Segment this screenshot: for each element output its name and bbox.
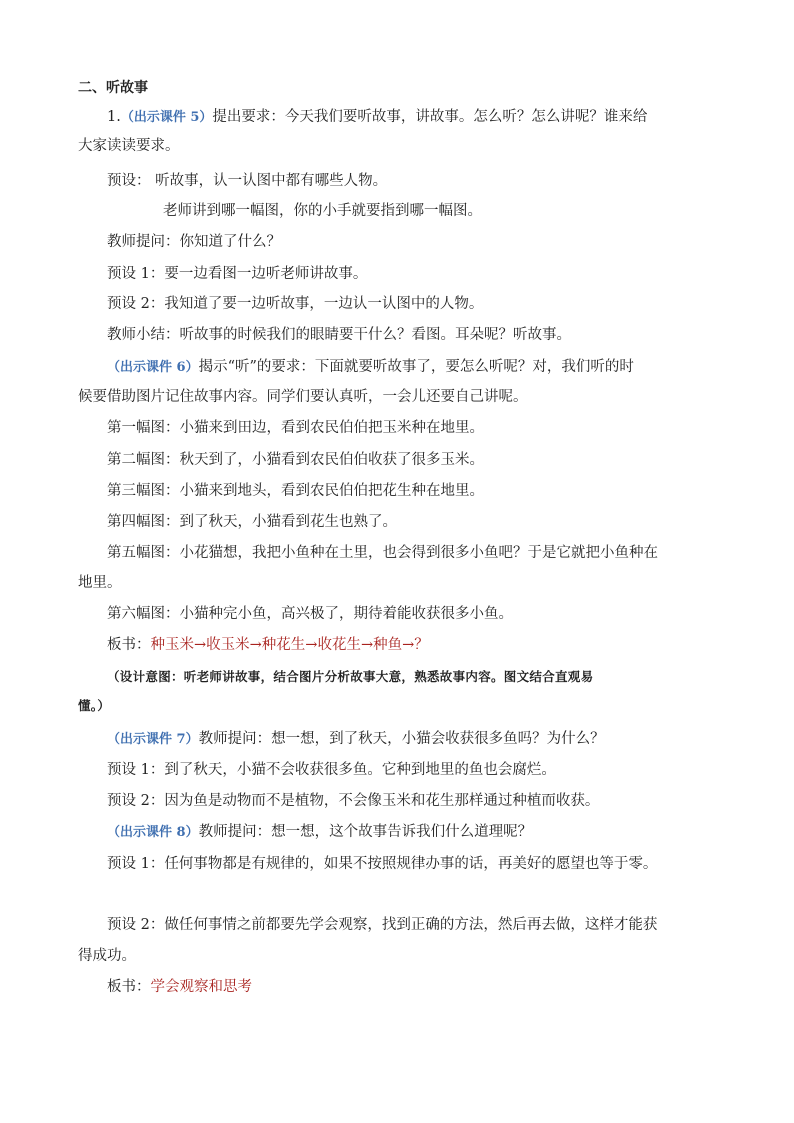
paragraph-line (107, 729, 605, 750)
paragraph-line (107, 822, 532, 843)
paragraph-line: 老师讲到哪一幅图，你的小手就要指到哪一幅图。 (163, 203, 482, 219)
courseware-tag: （出示课件 6） (107, 360, 199, 375)
paragraph-line: 第五幅图：小花猫想，我把小鱼种在土里，也会得到很多小鱼吧？于是它就把小鱼种在 (107, 545, 658, 561)
board-label: 板书： (107, 979, 151, 995)
paragraph-line: 地里。 (78, 575, 122, 591)
paragraph-line: 预设 2：我知道了要一边听故事，一边认一认图中的人物。 (107, 296, 484, 312)
design-intent: 懂。） (78, 698, 111, 713)
paragraph-text: 提出要求：今天我们要听故事，讲故事。怎么听？怎么讲呢？谁来给 (212, 109, 648, 125)
paragraph-line: 预设 1：任何事物都是有规律的，如果不按照规律办事的话，再美好的愿望也等于零。 (107, 856, 658, 872)
paragraph-line: 第四幅图：到了秋天，小猫看到花生也熟了。 (107, 514, 397, 530)
paragraph-text: 教师提问：想一想，这个故事告诉我们什么道理呢？ (198, 824, 533, 840)
paragraph-line: 教师小结：听故事的时候我们的眼睛要干什么？看图。耳朵呢？听故事。 (107, 327, 571, 343)
paragraph-line: 预设 1：要一边看图一边听老师讲故事。 (107, 266, 368, 282)
paragraph-line (107, 357, 634, 378)
paragraph-text: 教师提问：想一想，到了秋天，小猫会收获很多鱼吗？为什么？ (198, 731, 605, 747)
board-text: 学会观察和思考 (150, 979, 252, 995)
board-line (107, 635, 429, 655)
board-text: 种玉米→收玉米→种花生→收花生→种鱼→？ (150, 637, 429, 653)
paragraph-line: 预设 1：到了秋天，小猫不会收获很多鱼。它种到地里的鱼也会腐烂。 (107, 762, 556, 778)
section-title: 二、听故事 (78, 80, 148, 96)
paragraph-line: 预设： 听故事，认一认图中都有哪些人物。 (107, 173, 388, 189)
paragraph-line: 第六幅图：小猫种完小鱼，高兴极了，期待着能收获很多小鱼。 (107, 606, 513, 622)
paragraph-line: 得成功。 (78, 948, 136, 964)
paragraph-text: 揭示“听”的要求：下面就要听故事了，要怎么听呢？对，我们听的时 (198, 359, 634, 375)
board-label: 板书： (107, 637, 151, 653)
board-line (107, 977, 252, 997)
design-intent: （设计意图：听老师讲故事，结合图片分析故事大意，熟悉故事内容。图文结合直观易 (107, 669, 594, 684)
courseware-tag: （出示课件 8） (107, 825, 199, 840)
courseware-tag: （出示课件 5） (120, 110, 213, 125)
paragraph-line: 教师提问：你知道了什么？ (107, 234, 281, 250)
paragraph-line: 预设 2：因为鱼是动物而不是植物，不会像玉米和花生那样通过种植而收获。 (107, 793, 600, 809)
paragraph-line: 大家读读要求。 (78, 138, 180, 154)
item-number: 1. (107, 109, 121, 125)
paragraph-line (107, 107, 647, 128)
paragraph-line: 第二幅图：秋天到了，小猫看到农民伯伯收获了很多玉米。 (107, 452, 484, 468)
paragraph-line: 第一幅图：小猫来到田边，看到农民伯伯把玉米种在地里。 (107, 420, 484, 436)
paragraph-line: 第三幅图：小猫来到地头，看到农民伯伯把花生种在地里。 (107, 483, 484, 499)
paragraph-line: 候要借助图片记住故事内容。同学们要认真听，一会儿还要自己讲呢。 (78, 389, 528, 405)
paragraph-line: 预设 2：做任何事情之前都要先学会观察，找到正确的方法，然后再去做，这样才能获 (107, 917, 658, 933)
courseware-tag: （出示课件 7） (107, 732, 199, 747)
